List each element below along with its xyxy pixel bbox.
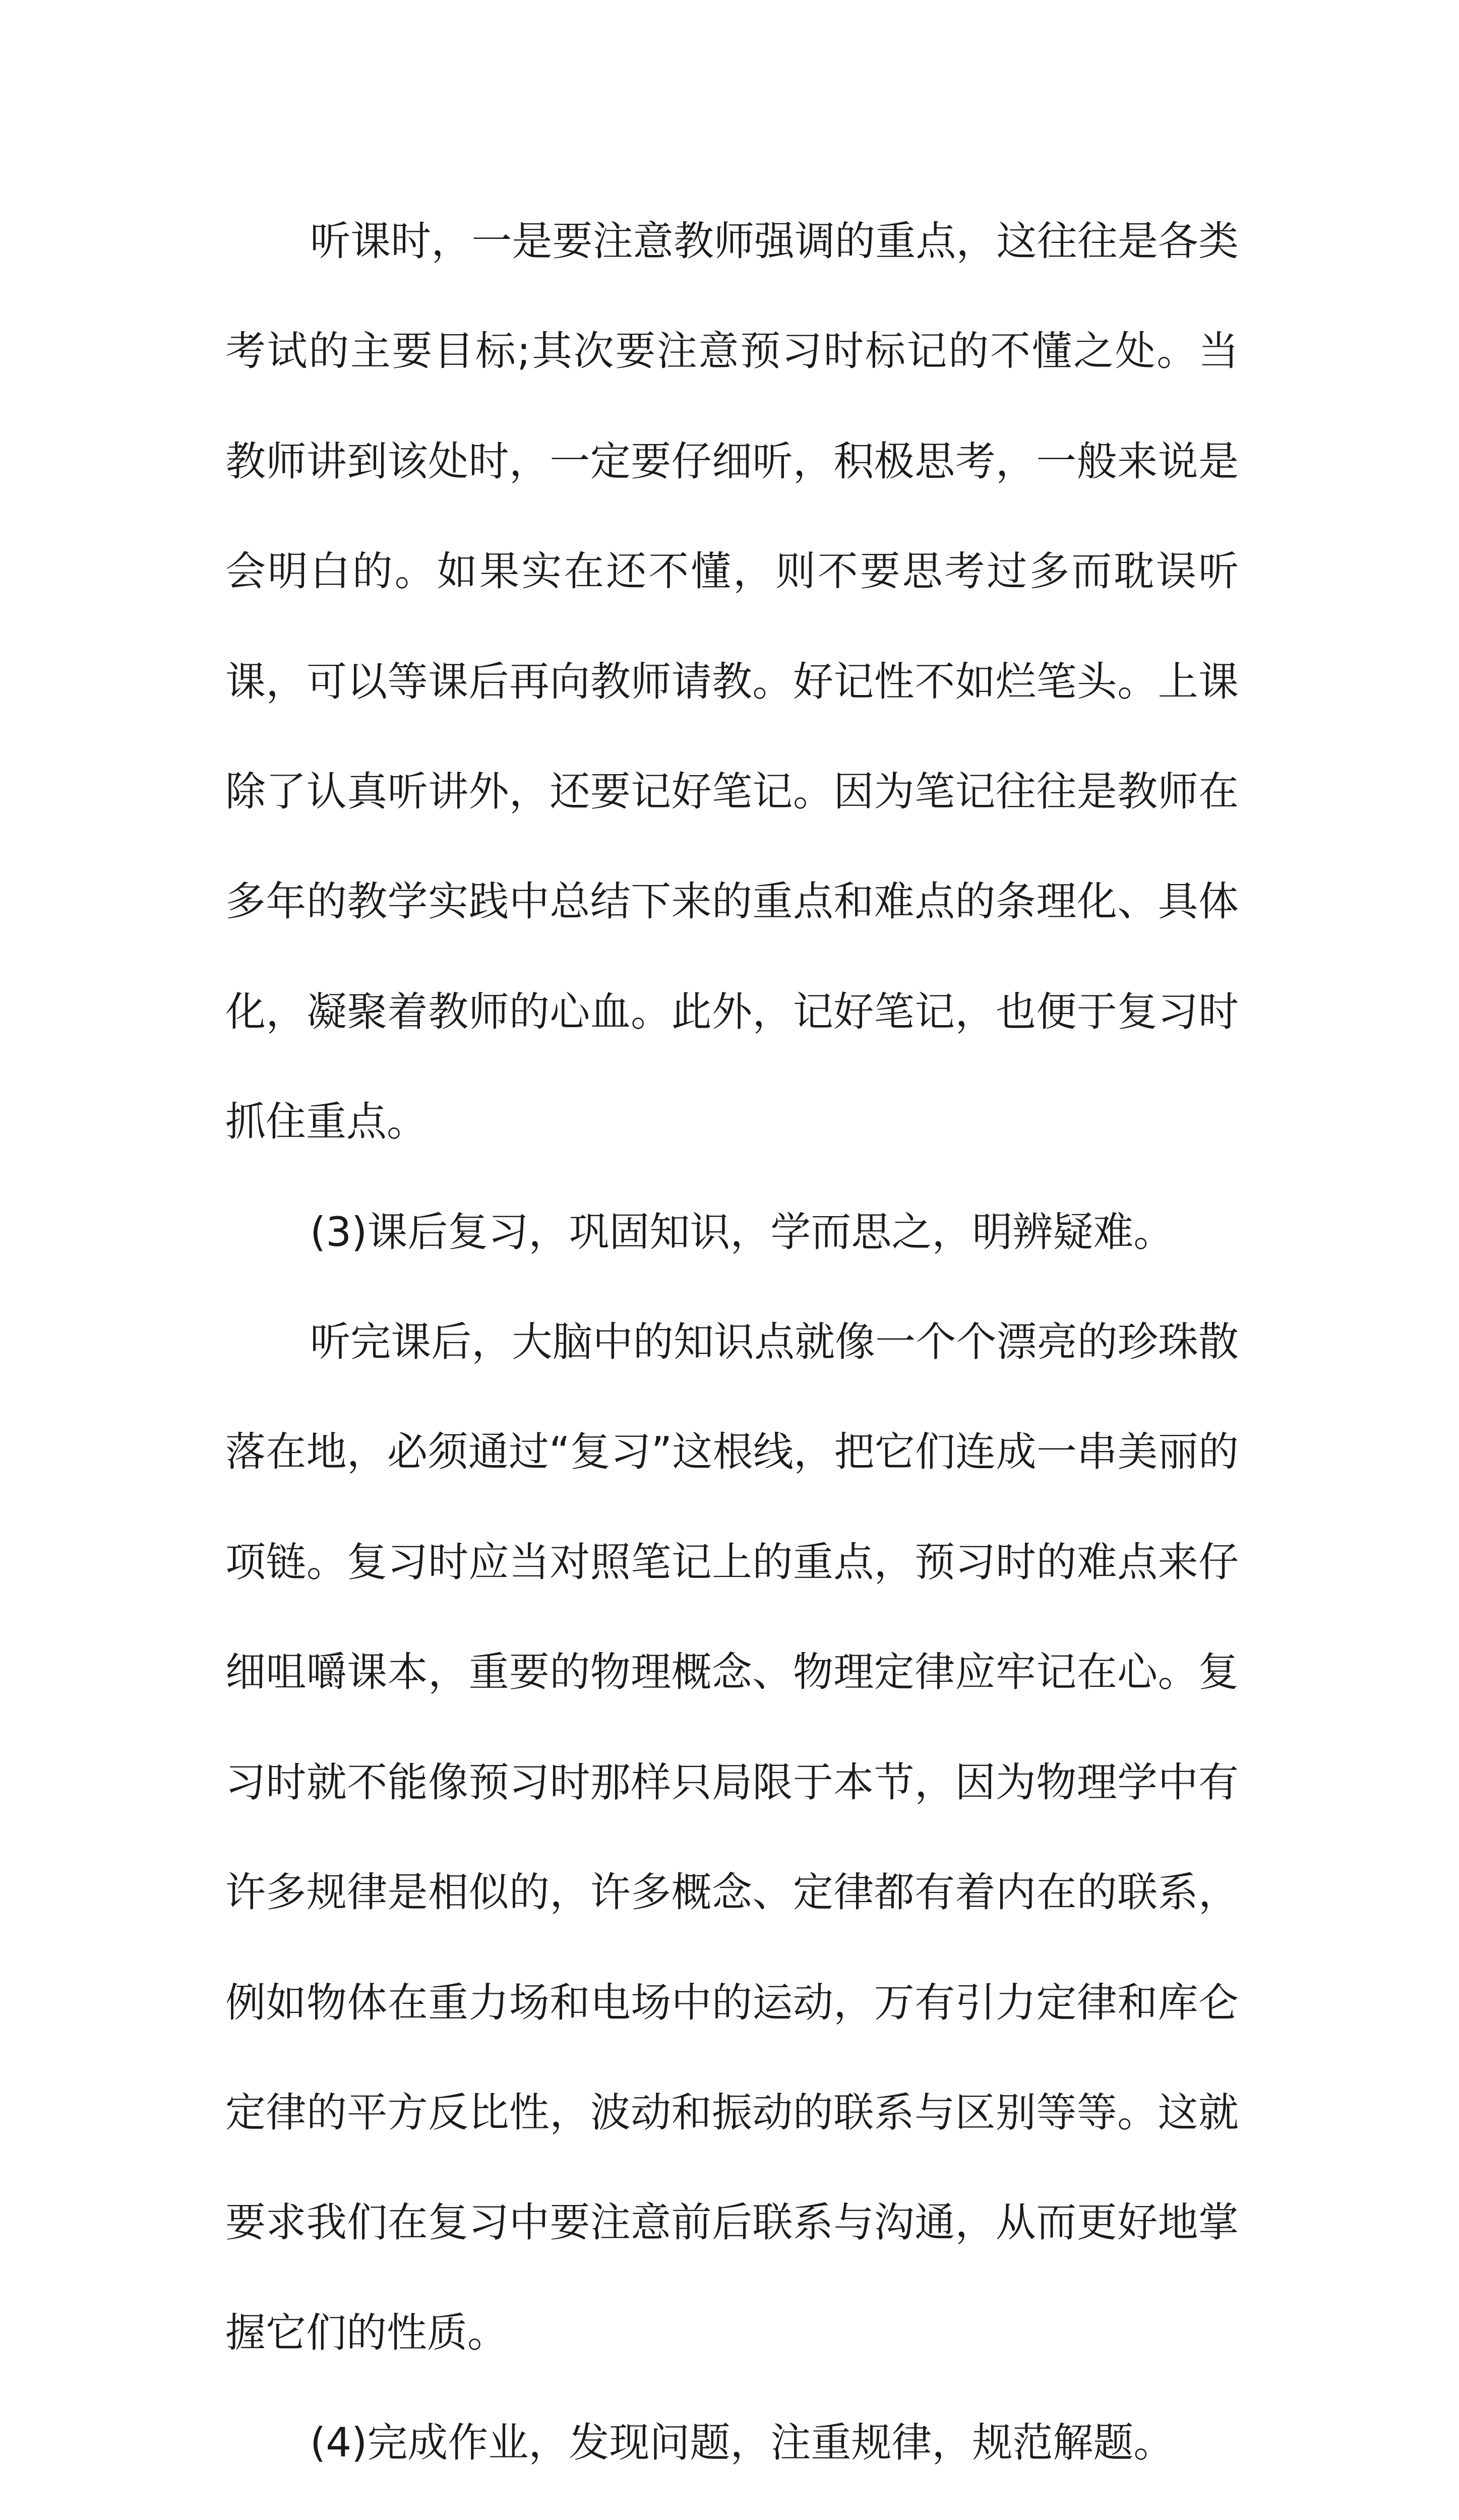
heading-homework: (4)完成作业，发现问题，注重规律，规范解题。 <box>310 2419 1174 2467</box>
document-body <box>225 186 1239 2520</box>
heading-review: (3)课后复习，巩固知识，学而思之，明辨疑难。 <box>310 1208 1174 1255</box>
paragraph-review: 听完课后，大脑中的知识点就像一个个漂亮的珍珠散落在地，必须通过“复习”这根线，把它们连成一串美丽的项链。复习时应当对照笔记上的重点，预习时的难点来仔细咀嚼课本，重要的物理概念、物理定律应牢记在心。复习时就不能像预习时那样只局限于本节，因为物理学中有许多规律是相似的，许多概念、定律都有着内在的联系，例如物体在重力场和电场中的运动，万有引力定律和库仑定律的平方反比性，波动和振动的联系与区别等等。这就要求我们在复习中要注意前后联系与沟通，从而更好地掌握它们的性质。 <box>225 1318 1239 2356</box>
paragraph-listening: 听课时，一是要注意教师强调的重点，这往往是各类考试的主要目标;其次要注意预习时标记的不懂之处。当教师讲到该处时，一定要仔细听，积极思考，一般来说是会明白的。如果实在还不懂，则不要思考过多而耽误听课，可以等课后再向教师请教。好记性不如烂笔头。上课除了认真听讲外，还要记好笔记。因为笔记往往是教师在多年的教学实践中总结下来的重点和难点的条理化、具体化，凝聚着教师的心血。此外，记好笔记，也便于复习时抓住重点。 <box>225 218 1239 1146</box>
paragraph-homework <box>225 2498 1239 2520</box>
